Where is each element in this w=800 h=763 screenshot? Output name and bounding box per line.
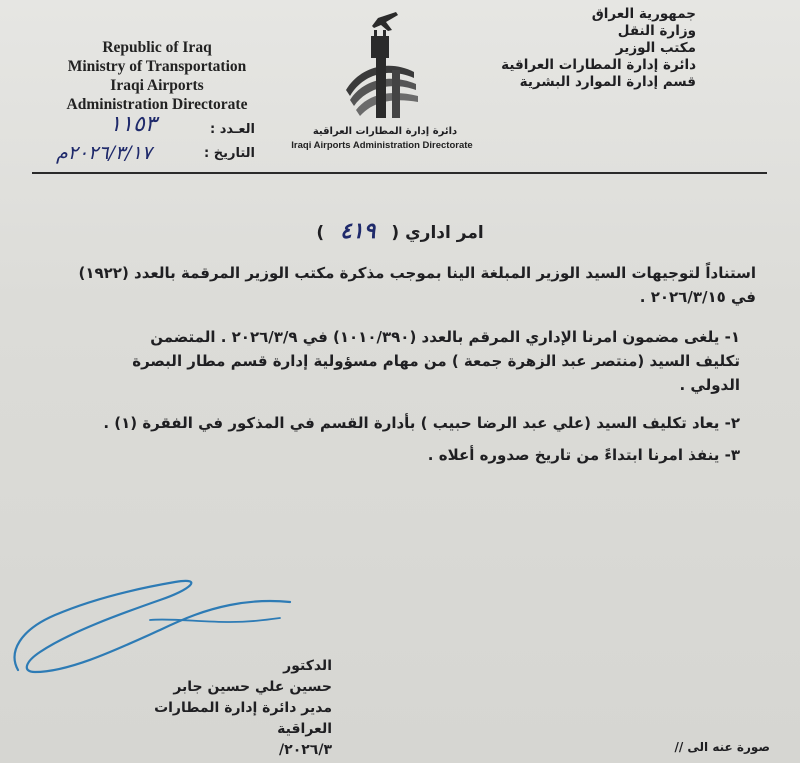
ref-number-value: ١١٥٣: [109, 112, 157, 137]
header-ar-line5: قسم إدارة الموارد البشرية: [519, 74, 696, 90]
logo-caption-english: Iraqi Airports Administration Directorate: [291, 140, 473, 151]
header-ar-line3: مكتب الوزير: [615, 40, 696, 56]
airplane-logo-icon: [336, 10, 426, 125]
signature-position: مدير دائرة إدارة المطارات العراقية: [154, 700, 332, 737]
order-title-label: امر اداري (: [391, 223, 484, 243]
logo-caption-arabic: دائرة إدارة المطارات العراقية: [312, 126, 458, 137]
header-en-line1: Republic of Iraq: [102, 39, 212, 56]
item-1-line-3: الدولي .: [679, 376, 740, 394]
intro-line-1: استناداً لتوجيهات السيد الوزير المبلغة الينا بموجب مذكرة مكتب الوزير المرقمة بالعدد (١٩٢٢): [78, 264, 756, 282]
header-arabic: [436, 6, 696, 91]
ref-date-value: ٢٠٢٦/٣/١٧م: [55, 142, 152, 164]
header-ar-line1: جمهورية العراق: [591, 6, 696, 22]
signature-date: ٢٠٢٦/٣/: [279, 742, 332, 758]
intro-line-2: في ٢٠٢٦/٣/١٥ .: [639, 288, 756, 306]
order-title-close: ): [316, 223, 325, 243]
header-divider: [32, 172, 767, 174]
item-1-line-1: ١- يلغى مضمون امرنا الإداري المرقم بالعدد (١٠١٠/٣٩٠) في ٢٠٢٦/٣/٩ . المتضمن: [150, 328, 740, 346]
header-en-line4: Administration Directorate: [66, 96, 248, 113]
ref-number-label: العـدد :: [209, 122, 255, 137]
header-en-line3: Iraqi Airports: [110, 77, 204, 94]
signature-title: الدكتور: [283, 658, 332, 674]
copy-to-label: صورة عنه الى //: [674, 740, 770, 754]
signature-name: حسين علي حسين جابر: [173, 679, 332, 695]
header-english: [62, 38, 252, 114]
signature-block: [132, 656, 332, 761]
ref-date-label: التاريخ :: [204, 146, 255, 161]
header-ar-line4: دائرة إدارة المطارات العراقية: [501, 57, 696, 73]
header-en-line2: Ministry of Transportation: [67, 58, 247, 75]
header-ar-line2: وزارة النقل: [617, 23, 696, 39]
item-3: ٣- ينفذ امرنا ابتداءً من تاريخ صدوره أعلاه .: [427, 446, 740, 464]
order-number: ٤١٩: [340, 218, 376, 244]
item-2: ٢- يعاد تكليف السيد (علي عبد الرضا حبيب ) بأدارة القسم في المذكور في الفقرة (١) .: [103, 414, 740, 432]
item-1-line-2: تكليف السيد (منتصر عبد الزهرة جمعة ) من مهام مسؤولية إدارة قسم مطار البصرة: [132, 352, 740, 370]
airport-logo: [336, 10, 426, 125]
order-title: [280, 218, 520, 244]
